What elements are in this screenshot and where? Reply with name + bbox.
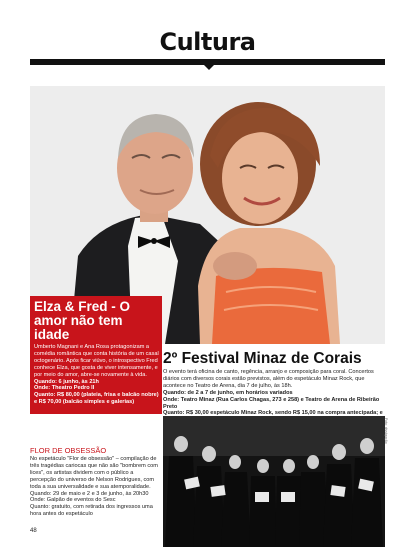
elza-fred-where: Onde: Theatro Pedro II [34,385,95,392]
elza-fred-when: Quando: 6 junho, às 21h [34,378,99,385]
elza-fred-body: Umberto Magnani e Ana Rosa protagonizam a comédia romântica que conta história de um casal octogenário. Após ficar viúvo, o introspectivo Fred conhece Elza, que gosta de viver intensamente, e por meio do amor, abre-se novamente à vida. [34,344,159,378]
festival-body: O evento terá oficina de canto, regência, arranjo e composição para coral. Concertos diários com diversos corais estão previstos, além do espetáculo Minaz Rock, que acontece no Teatro de Arena, dia 7 de julho, às 18h. [163,369,374,389]
elza-fred-box [30,296,162,414]
flor-article [30,446,158,518]
flor-price: Quanto: gratuito, com retirada dos ingressos uma hora antes do espetáculo [30,504,153,518]
flor-text [30,456,158,518]
flor-body: No espetáculo "Flor de obsessão" – compilação de três tragédias cariocas que não são "bombrem com lices", os artistas dividem com o público a percepção do universo de Nelson Rodrigues, com toda a sua universalidade e sua atemporalidade. [30,456,158,490]
flor-where: Onde: Galpão de eventos do Sesc [30,497,116,504]
section-rule-notch [203,64,215,70]
flor-title: FLOR DE OBSESSÃO [30,446,107,455]
festival-when: Quando: de 2 a 7 de junho, em horários variados [163,389,293,396]
flor-when: Quando: 29 de maio e 2 e 3 de junho, às 20h30 [30,490,149,497]
festival-price: Quanto: R$ 30,00 espetáculo Minaz Rock, sendo R$ 15,00 na compra antecipada; e [163,410,383,417]
festival-title: 2º Festival Minaz de Corais [163,350,362,367]
page-number: 48 [30,528,37,534]
elza-fred-title: Elza & Fred - O amor não tem idade [34,299,131,342]
elza-fred-price: Quanto: R$ 80,00 (plateia, frisa e balcão nobre) e R$ 70,00 (balcão simples e galerias) [34,392,159,406]
festival-where: Onde: Teatro Minaz (Rua Carlos Chagas, 273 e 258) e Teatro de Arena de Ribeirão Preto [163,396,380,410]
choir-photo [163,416,385,547]
section-title: Cultura [159,28,256,56]
photo-credit: Foto: divulgação [384,418,388,444]
elza-fred-text [34,344,160,406]
